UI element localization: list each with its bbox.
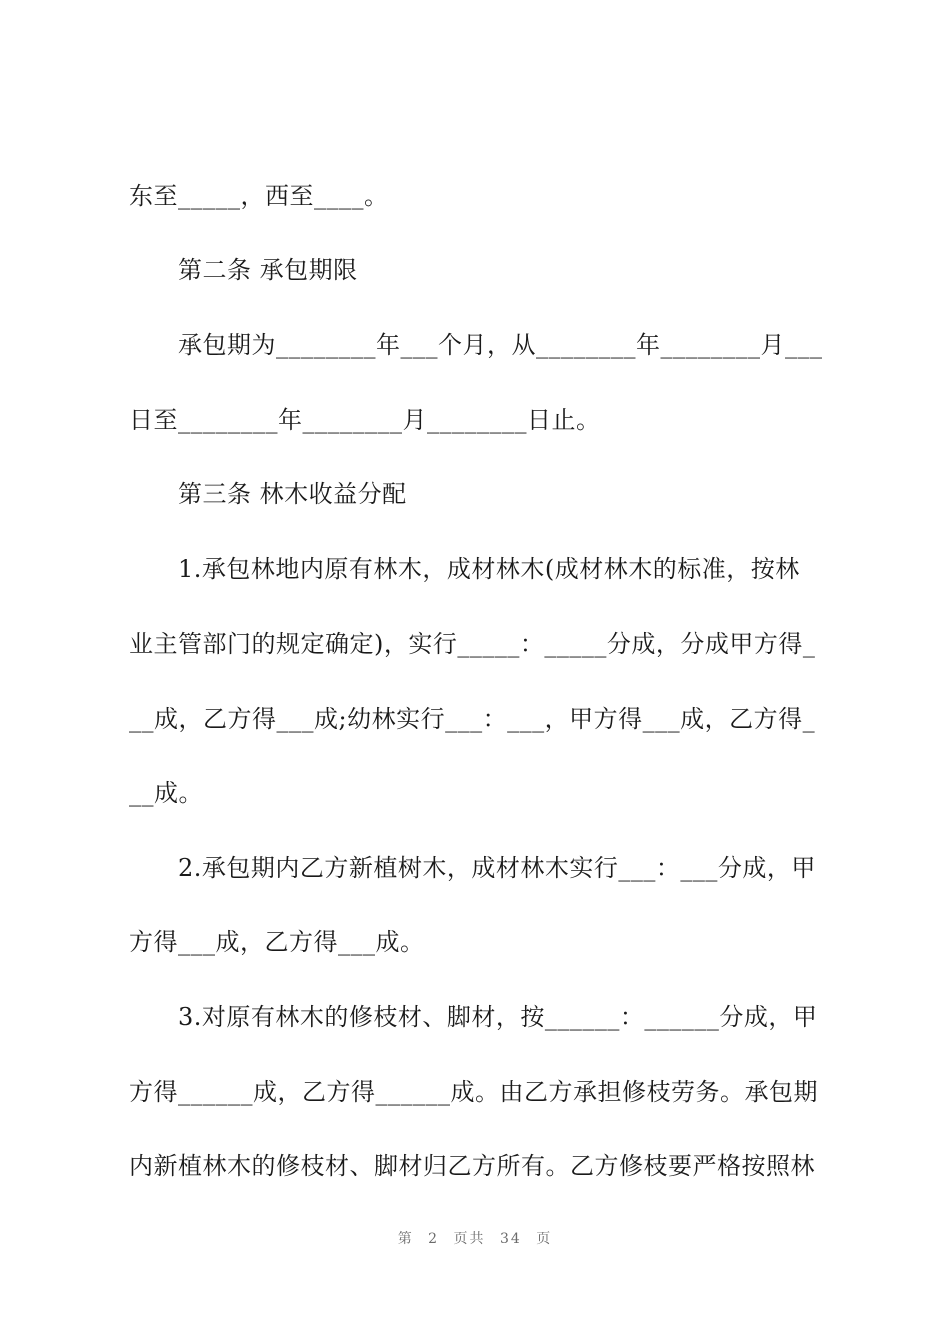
- text-line: 承包期为________年___个月，从________年________月___: [178, 331, 823, 359]
- text-line: 方得___成，乙方得___成。: [129, 928, 425, 956]
- text-line: 方得______成，乙方得______成。由乙方承担修枝劳务。承包期: [129, 1078, 818, 1106]
- page-number-footer: 第 2 页共 34 页: [397, 1231, 553, 1247]
- text-line: 业主管部门的规定确定)，实行_____：_____分成，分成甲方得_: [129, 630, 816, 658]
- text-line: 日至________年________月________日止。: [129, 406, 601, 434]
- text-line: 2.承包期内乙方新植树木，成材林木实行___：___分成，甲: [178, 854, 816, 882]
- text-line: 内新植林木的修枝材、脚材归乙方所有。乙方修枝要严格按照林: [129, 1152, 815, 1180]
- text-line: __成。: [129, 779, 203, 807]
- text-line: 3.对原有林木的修枝材、脚材，按______：______分成，甲: [178, 1003, 818, 1031]
- section-heading: 第三条 林木收益分配: [178, 480, 407, 508]
- text-line: __成，乙方得___成;幼林实行___：___，甲方得___成，乙方得_: [129, 705, 816, 733]
- text-line: 东至_____，西至____。: [129, 182, 389, 210]
- text-line: 1.承包林地内原有林木，成材林木(成材林木的标准，按林: [178, 555, 800, 583]
- section-heading: 第二条 承包期限: [178, 256, 358, 284]
